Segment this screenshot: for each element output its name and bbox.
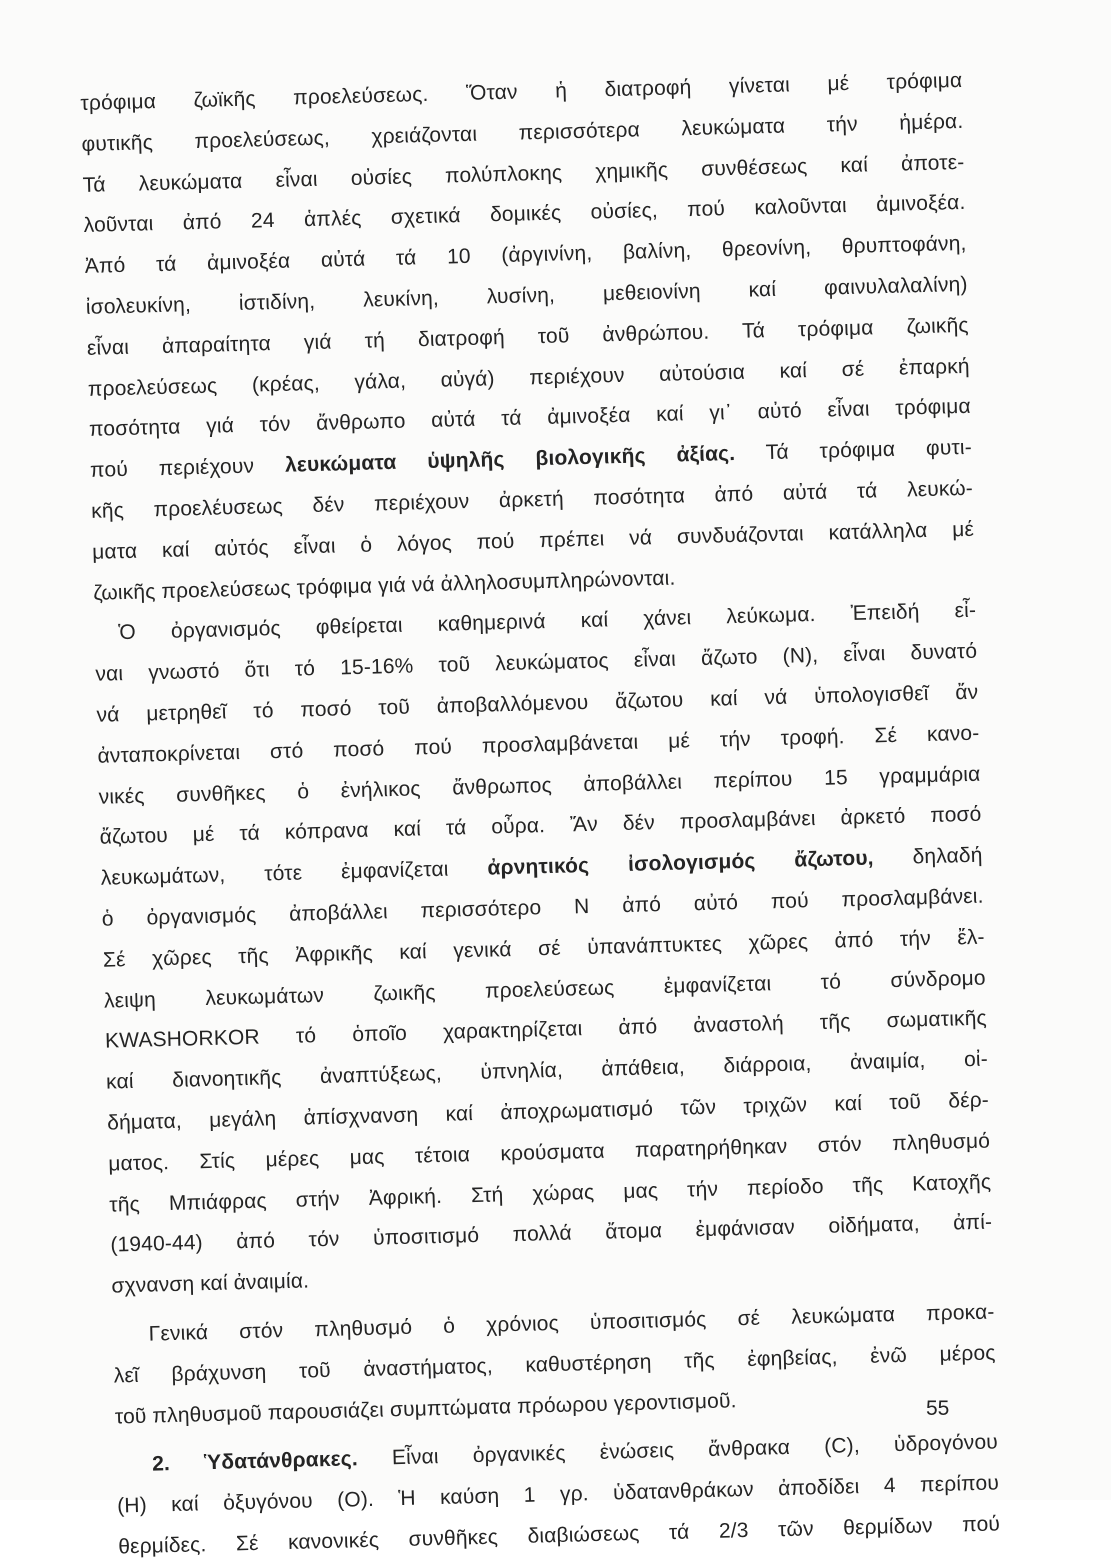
bold-term: ἀρνητικός ἰσολογισμός ἄζωτου, (487, 846, 874, 880)
text-line: φυτικῆς προελεύσεως, χρειάζονται περισσότερα λευκώματα τήν ἡμέρα. (81, 109, 964, 156)
text-line: ἀνταποκρίνεται στό ποσό πού προσλαμβάνεται μέ τήν τροφή. Σέ κανο- (97, 721, 980, 768)
text-line: ἰσολευκίνη, ἰστιδίνη, λευκίνη, λυσίνη, μεθειονίνη καί φαινυλαλαλίνη) (85, 272, 968, 319)
text-line: Τά λευκώματα εἶναι οὐσίες πολύπλοκης χημικῆς συνθέσεως καί ἀποτε- (82, 150, 965, 197)
text-run: δηλαδή (873, 843, 983, 870)
paragraph (116, 1423, 1001, 1568)
text-line: τῆς Μπιάφρας στήν Ἀφρική. Στή χώρας μας τήν περίοδο τῆς Κατοχῆς (109, 1170, 992, 1217)
text-line: λειψη λευκωμάτων ζωικῆς προελεύσεως ἐμφανίζεται τό σύνδρομο (103, 966, 987, 1013)
text-line: ὁ ὀργανισμός ἀποβάλλει περισσότερο Ν ἀπό αὐτό πού προσλαμβάνει. (101, 884, 984, 931)
text-line: Ὁ ὀργανισμός φθείρεται καθημερινά καί χάνει λεύκωμα. Ἐπειδή εἶ- (118, 599, 977, 645)
text-line: ποσότητα γιά τόν ἄνθρωπο αὐτά τά ἀμινοξέα καί γι᾽ αὐτό εἶναι τρόφιμα (88, 395, 972, 442)
text-line: KWASHORKOR τό ὁποῖο χαρακτηρίζεται ἀπό ἀναστολή τῆς σωματικῆς (104, 1006, 988, 1053)
text-line: ἄζωτου μέ τά κόπρανα καί τά οὖρα. Ἄν δέν προσλαμβάνει ἀρκετό ποσό (99, 803, 982, 850)
paragraph (112, 1292, 997, 1437)
text-line: τοῦ πληθυσμοῦ παρουσιάζει συμπτώματα πρόωρου γεροντισμοῦ. (114, 1388, 737, 1429)
text-line: σχνανση καί ἀναιμία. (111, 1269, 310, 1298)
text-line: προελεύσεως (κρέας, γάλα, αὐγά) περιέχουν αὐτούσια καί σέ ἐπαρκή (87, 354, 970, 401)
text-run: λευκωμάτων, τότε ἐμφανίζεται (100, 856, 488, 890)
text-line: (1940-44) ἀπό τόν ὑποσιτισμό πολλά ἄτομα ἐμφάνισαν οἰδήματα, ἀπί- (110, 1210, 993, 1257)
page-number: 55 (926, 1397, 950, 1420)
text-line: Γενικά στόν πληθυσμό ὁ χρόνιος ὑποσιτισμός σέ λευκώματα προκα- (148, 1300, 995, 1346)
text-run: Εἶναι ὀργανικές ἑνώσεις ἄνθρακα (C), ὑδρογόνου (357, 1430, 999, 1471)
paragraph (80, 61, 976, 614)
paragraph (94, 591, 994, 1307)
text-line: ναι γνωστό ὅτι τό 15-16% τοῦ λευκώματος εἶναι ἄζωτο (Ν), εἶναι δυνατό (95, 639, 978, 686)
bold-term: λευκώματα ὑψηλῆς βιολογικῆς ἀξίας. (284, 442, 736, 477)
text-line: (Η) καί ὀξυγόνου (Ο). Ἡ καύση 1 γρ. ὑδατανθράκων ἀποδίδει 4 περίπου (116, 1471, 1000, 1518)
text-line: λεῖ βράχυνση τοῦ ἀναστήματος, καθυστέρηση τῆς ἐφηβείας, ἐνῶ μέρος (113, 1341, 996, 1388)
text-line: ματος. Στίς μέρες μας τέτοια κρούσματα παρατηρήθηκαν στόν πληθυσμό (107, 1129, 991, 1176)
text-line: Σέ χῶρες τῆς Ἀφρικῆς καί γενικά σέ ὑπανάπτυκτες χῶρες ἀπό τήν ἔλ- (102, 925, 985, 972)
text-line: νικές συνθῆκες ὁ ἐνήλικος ἄνθρωπος ἀποβάλλει περίπου 15 γραμμάρια (98, 762, 981, 809)
text-line: εἶναι ἀπαραίτητα γιά τή διατροφή τοῦ ἀνθρώπου. Τά τρόφιμα ζωικῆς (86, 313, 969, 360)
text-line: δήματα, μεγάλη ἀπίσχνανση καί ἀποχρωματισμό τῶν τριχῶν καί τοῦ δέρ- (106, 1088, 990, 1135)
text-line: ζωικῆς προελεύσεως τρόφιμα γιά νά ἀλληλοσυμπληρώνονται. (93, 566, 676, 605)
text-line: ματα καί αὐτός εἶναι ὁ λόγος πού πρέπει νά συνδυάζονται κατάλληλα μέ (91, 517, 975, 564)
text-line: νά μετρηθεῖ τό ποσό τοῦ ἀποβαλλόμενου ἄζωτου καί νά ὑπολογισθεῖ ἄν (96, 680, 979, 727)
section-heading: 2. Ὑδατάνθρακες. (151, 1447, 359, 1476)
text-line: λοῦνται ἀπό 24 ἁπλές σχετικά δομικές οὐσίες, πού καλοῦνται ἀμινοξέα. (83, 191, 966, 238)
text-line: θερμίδες. Σέ κανονικές συνθῆκες διαβιώσεως τά 2/3 τῶν θερμίδων πού (118, 1512, 1001, 1559)
text-run: Τά τρόφιμα φυτι- (734, 435, 973, 466)
text-line: κῆς προελέυσεως δέν περιέχουν ἀρκετή ποσότητα ἀπό αὐτά τά λευκώ- (90, 476, 974, 523)
text-line: τρόφιμα ζωϊκῆς προελεύσεως. Ὅταν ἡ διατροφή γίνεται μέ τρόφιμα (80, 68, 963, 115)
text-line: Ἀπό τά ἀμινοξέα αὐτά τά 10 (ἀργινίνη, βαλίνη, θρεονίνη, θρυπτοφάνη, (84, 232, 967, 279)
text-line: καί διανοητικῆς ἀναπτύξεως, ὑπνηλία, ἀπάθεια, διάρροια, ἀναιμία, οἰ- (105, 1047, 989, 1094)
text-run: πού περιέχουν (89, 453, 286, 483)
body-text (80, 61, 1001, 1568)
